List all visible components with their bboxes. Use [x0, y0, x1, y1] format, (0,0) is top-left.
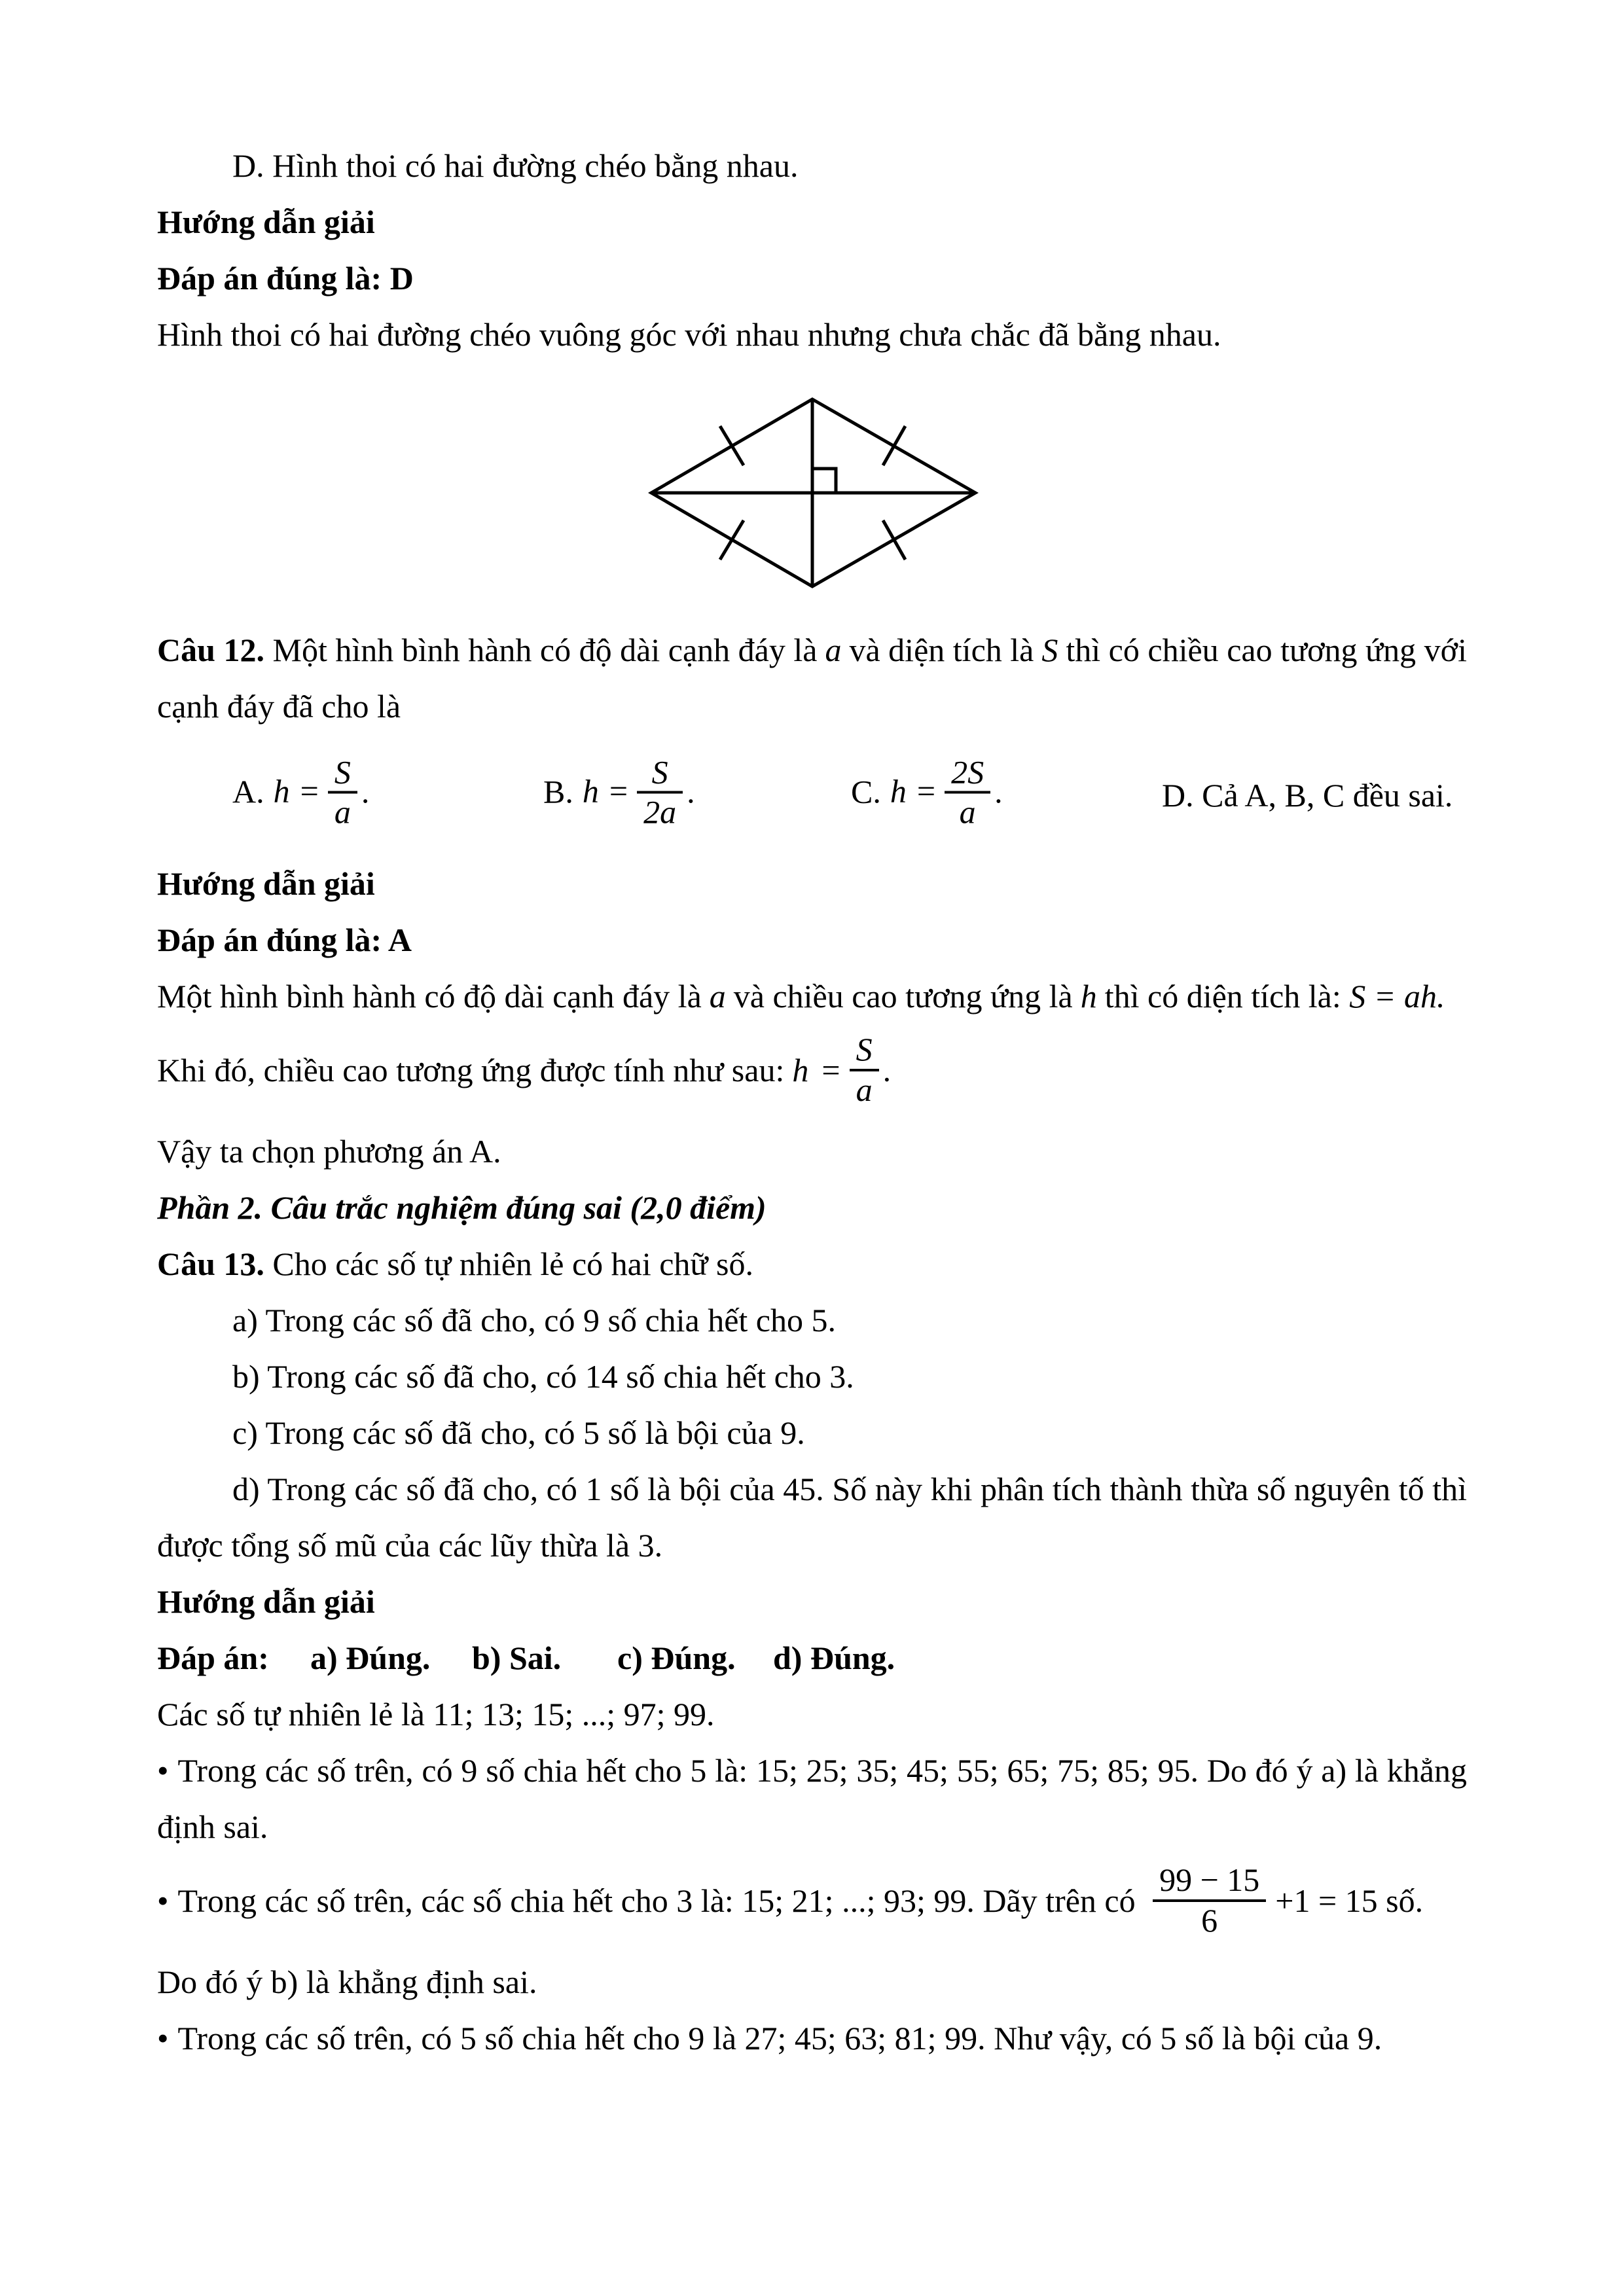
tick-upper-right [883, 426, 905, 465]
fraction-2s-over-a: $\frac{2S}{a}$ [945, 753, 990, 831]
q11-option-d-line [157, 137, 1467, 194]
q13-item-a: a) Trong các số đã cho, có 9 số chia hết cho 5. [232, 1302, 836, 1338]
answer-key-label: Đáp án: [157, 1640, 269, 1676]
q13-bullet-2: • Trong các số trên, các số chia hết cho 3 là: 15; 21; ...; 93; 99. Dãy trên có $\frac{99 - 15}{6}$ +1 = 15 số. [157, 1861, 1424, 1939]
math-var-h: h [890, 772, 907, 810]
document-content [157, 137, 1467, 2066]
tick-lower-left [720, 520, 744, 560]
bullet-icon: • [157, 2020, 169, 2056]
q13-item-d: d) Trong các số đã cho, có 1 số là bội của 45. Số này khi phân tích thành thừa số nguyên tố thì được tổng số mũ của các lũy thừa là 3. [157, 1471, 1467, 1564]
math-var-s: S [1041, 632, 1058, 668]
rhombus-figure [622, 372, 988, 609]
fraction-s-over-a: $\frac{S}{a}$ [328, 753, 357, 831]
fraction-99-minus-15-over-6: $\frac{99 - 15}{6}$ [1153, 1861, 1266, 1939]
q12-conclusion: Vậy ta chọn phương án A. [157, 1133, 501, 1170]
solution-heading-q11: Hướng dẫn giải [157, 204, 375, 240]
q13-item-b: b) Trong các số đã cho, có 14 số chia hết cho 3. [232, 1358, 854, 1395]
q12-label: Câu 12. [157, 632, 264, 668]
q13-question: Câu 13. Cho các số tự nhiên lẻ có hai chữ số. [157, 1246, 753, 1282]
q11-option-d-text: D. Hình thoi có hai đường chéo bằng nhau. [232, 147, 799, 184]
bullet-icon: • [157, 1752, 169, 1789]
right-angle-mark [812, 469, 836, 493]
q11-answer-line: Đáp án đúng là: D [157, 260, 414, 296]
q13-odd-numbers-list: Các số tự nhiên lẻ là 11; 13; 15; ...; 97; 99. [157, 1696, 715, 1732]
bullet-icon: • [157, 1882, 169, 1919]
math-var-h: h [273, 772, 290, 810]
q13-label: Câu 13. [157, 1246, 264, 1282]
formula-s-equals-ah: S = ah. [1349, 978, 1445, 1014]
answer-key-d: d) Đúng. [773, 1640, 895, 1676]
q12-answer-line: Đáp án đúng là: A [157, 922, 412, 958]
tick-upper-left [720, 426, 744, 465]
q12-option-d: D. Cả A, B, C đều sai. [1162, 776, 1453, 814]
fraction-s-over-2a: $\frac{S}{2a}$ [637, 753, 683, 831]
part2-heading: Phần 2. Câu trắc nghiệm đúng sai (2,0 điểm) [157, 1189, 767, 1226]
math-var-h: h [792, 1051, 809, 1088]
math-var-h: h [1080, 978, 1097, 1014]
math-var-h: h [582, 772, 599, 810]
q12-option-b: B. h = $\frac{S}{2a}$ . [543, 753, 695, 831]
q13-bullet-1: • Trong các số trên, có 9 số chia hết cho 5 là: 15; 25; 35; 45; 55; 65; 75; 85; 95. Do đó ý a) là khẳng định sai. [157, 1752, 1467, 1845]
solution-heading-q13: Hướng dẫn giải [157, 1583, 375, 1620]
q12-height-formula-line: Khi đó, chiều cao tương ứng được tính như sau: h = $\frac{S}{a}$ . [157, 1031, 892, 1108]
q12-option-c: C. h = $\frac{2S}{a}$ . [851, 753, 1003, 831]
math-var-a: a [825, 632, 842, 668]
q13-bullet-3: • Trong các số trên, có 5 số chia hết cho 9 là 27; 45; 63; 81; 99. Như vậy, có 5 số là bội của 9. [157, 2020, 1382, 2056]
tick-lower-right [883, 520, 905, 560]
fraction-s-over-a: $\frac{S}{a}$ [850, 1031, 879, 1109]
q13-item-c: c) Trong các số đã cho, có 5 số là bội của 9. [232, 1414, 805, 1451]
q13-answer-key-row [157, 1630, 1467, 1686]
q11-explanation: Hình thoi có hai đường chéo vuông góc với nhau nhưng chưa chắc đã bằng nhau. [157, 316, 1221, 353]
solution-heading-q12: Hướng dẫn giải [157, 865, 375, 902]
q13-bullet-2-note: Do đó ý b) là khẳng định sai. [157, 1964, 537, 2000]
answer-key-a: a) Đúng. [310, 1640, 431, 1676]
q12-question: Câu 12. Một hình bình hành có độ dài cạnh đáy là a và diện tích là S thì có chiều cao tương ứng với cạnh đáy đã cho là [157, 632, 1468, 725]
q12-options-row [157, 734, 1467, 855]
math-var-a: a [709, 978, 726, 1014]
rhombus-diagram-svg [622, 372, 988, 609]
q12-option-a: A. h = $\frac{S}{a}$ . [232, 753, 370, 831]
q12-explanation: Một hình bình hành có độ dài cạnh đáy là a và chiều cao tương ứng là h thì có diện tích là: S = ah. [157, 968, 1467, 1024]
answer-key-c: c) Đúng. [617, 1640, 736, 1676]
answer-key-b: b) Sai. [472, 1640, 562, 1676]
